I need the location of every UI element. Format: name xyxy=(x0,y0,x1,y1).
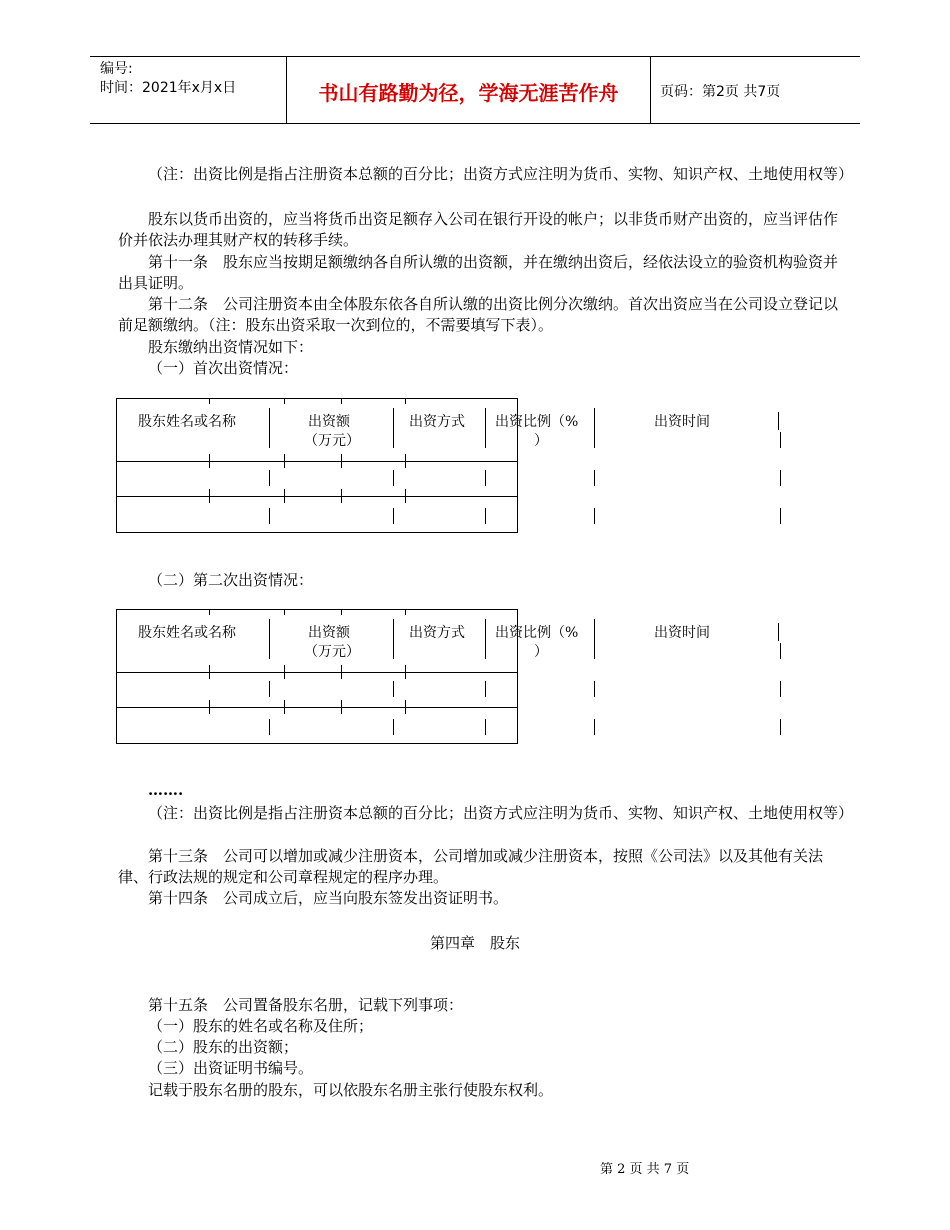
column-header-time: 出资时间 xyxy=(654,625,710,641)
table-rule xyxy=(485,508,486,524)
table-rule xyxy=(405,700,406,714)
table-rule xyxy=(284,665,285,679)
list-item: （二）股东的出资额； xyxy=(148,1038,299,1056)
article-12: 第十二条 公司注册资本由全体股东依各自所认缴的出资比例分次缴纳。首次出资应当在公司设立登记以前足额缴纳。（注：股东出资采取一次到位的，不需要填写下表）。 xyxy=(118,295,839,334)
column-header-amount: 出资额 xyxy=(308,414,350,430)
header-time: 时间：2021年x月x日 xyxy=(100,80,237,96)
table-rule xyxy=(209,454,210,468)
column-header-amount: 出资额 xyxy=(308,625,350,641)
table-rule xyxy=(116,609,518,610)
table-rule xyxy=(269,619,270,659)
column-header-amount-unit: （万元） xyxy=(304,644,360,660)
column-header-name: 股东姓名或名称 xyxy=(138,625,236,641)
table-rule xyxy=(209,700,210,714)
table-rule xyxy=(341,489,342,503)
table-rule xyxy=(594,719,595,735)
article-15: 第十五条 公司置备股东名册，记载下列事项： xyxy=(148,996,464,1014)
footer-page-number: 第 2 页 共 7 页 xyxy=(600,1162,690,1177)
column-header-ratio: 出资比例（% xyxy=(495,414,579,430)
header-code: 编号: xyxy=(100,61,133,77)
header-motto: 书山有路勤为径，学海无涯苦作舟 xyxy=(318,81,619,105)
ellipsis: ……. xyxy=(148,781,184,799)
table-rule xyxy=(405,665,406,679)
chapter-heading: 第四章 股东 xyxy=(429,934,520,952)
table-rule xyxy=(116,461,518,462)
table-rule xyxy=(284,454,285,468)
table-rule xyxy=(405,398,406,404)
table-rule xyxy=(269,470,270,486)
list-item: （一）股东的姓名或名称及住所； xyxy=(148,1017,374,1035)
table-rule xyxy=(780,508,781,524)
page-header xyxy=(90,56,860,124)
table-rule xyxy=(393,619,394,659)
note-paragraph: （注：出资比例是指占注册资本总额的百分比；出资方式应注明为货币、实物、知识产权、土地使用权等） xyxy=(148,804,854,822)
column-header-time: 出资时间 xyxy=(654,414,710,430)
header-page-number: 页码：第2页 共7页 xyxy=(660,84,781,100)
paragraph: 股东缴纳出资情况如下： xyxy=(148,338,314,356)
table-rule xyxy=(485,619,486,659)
table-rule xyxy=(485,408,486,448)
table-rule xyxy=(393,719,394,735)
table-rule xyxy=(116,398,518,399)
table-rule xyxy=(780,470,781,486)
article-11: 第十一条 股东应当按期足额缴纳各自所认缴的出资额，并在缴纳出资后，经依法设立的验资机构验资并出具证明。 xyxy=(118,253,839,292)
table-rule xyxy=(594,508,595,524)
table-rule xyxy=(116,398,117,532)
table-rule xyxy=(485,719,486,735)
table-rule xyxy=(284,700,285,714)
table-rule xyxy=(209,398,210,404)
table-rule xyxy=(780,719,781,735)
table-rule xyxy=(269,681,270,697)
table-rule xyxy=(269,719,270,735)
table-rule xyxy=(778,412,779,430)
table-rule xyxy=(341,700,342,714)
header-divider xyxy=(650,57,651,123)
column-header-ratio-close: ） xyxy=(534,644,548,660)
column-header-name: 股东姓名或名称 xyxy=(138,414,236,430)
table-rule xyxy=(209,665,210,679)
table-rule xyxy=(116,707,518,708)
table-rule xyxy=(269,508,270,524)
list-item: （三）出资证明书编号。 xyxy=(148,1059,314,1077)
table-rule xyxy=(116,496,518,497)
section-heading: （二）第二次出资情况： xyxy=(148,571,314,589)
column-header-method: 出资方式 xyxy=(409,625,465,641)
table-rule xyxy=(341,398,342,404)
column-header-amount-unit: （万元） xyxy=(304,433,360,449)
table-rule xyxy=(393,408,394,448)
table-rule xyxy=(341,609,342,615)
contribution-table-second xyxy=(116,609,786,749)
table-rule xyxy=(594,681,595,697)
table-rule xyxy=(284,398,285,404)
table-rule xyxy=(209,609,210,615)
table-rule xyxy=(269,408,270,448)
table-rule xyxy=(485,681,486,697)
table-rule xyxy=(116,532,518,533)
table-rule xyxy=(209,489,210,503)
table-rule xyxy=(594,619,595,659)
section-heading: （一）首次出资情况： xyxy=(148,359,299,377)
table-rule xyxy=(284,609,285,615)
table-rule xyxy=(116,672,518,673)
column-header-ratio-close: ） xyxy=(534,433,548,449)
table-rule xyxy=(116,609,117,743)
table-rule xyxy=(778,623,779,641)
table-rule xyxy=(780,643,781,659)
table-rule xyxy=(594,408,595,448)
note-paragraph: （注：出资比例是指占注册资本总额的百分比；出资方式应注明为货币、实物、知识产权、土地使用权等） xyxy=(148,165,854,183)
table-rule xyxy=(284,489,285,503)
table-rule xyxy=(393,681,394,697)
table-rule xyxy=(594,470,595,486)
table-rule xyxy=(341,454,342,468)
paragraph: 股东以货币出资的，应当将货币出资足额存入公司在银行开设的帐户；以非货币财产出资的，应当评估作价并依法办理其财产权的转移手续。 xyxy=(118,210,839,249)
table-rule xyxy=(405,489,406,503)
article-14: 第十四条 公司成立后，应当向股东签发出资证明书。 xyxy=(148,889,509,907)
contribution-table-first xyxy=(116,398,786,538)
table-rule xyxy=(341,665,342,679)
table-rule xyxy=(393,470,394,486)
column-header-ratio: 出资比例（% xyxy=(495,625,579,641)
table-rule xyxy=(393,508,394,524)
table-rule xyxy=(780,432,781,448)
table-rule xyxy=(780,681,781,697)
header-meta xyxy=(100,60,236,98)
column-header-method: 出资方式 xyxy=(409,414,465,430)
table-rule xyxy=(116,743,518,744)
table-rule xyxy=(405,609,406,615)
table-rule xyxy=(485,470,486,486)
table-rule xyxy=(405,454,406,468)
paragraph: 记载于股东名册的股东，可以依股东名册主张行使股东权利。 xyxy=(148,1081,554,1099)
article-13: 第十三条 公司可以增加或减少注册资本，公司增加或减少注册资本，按照《公司法》以及其他有关法律、行政法规的规定和公司章程规定的程序办理。 xyxy=(118,847,824,886)
